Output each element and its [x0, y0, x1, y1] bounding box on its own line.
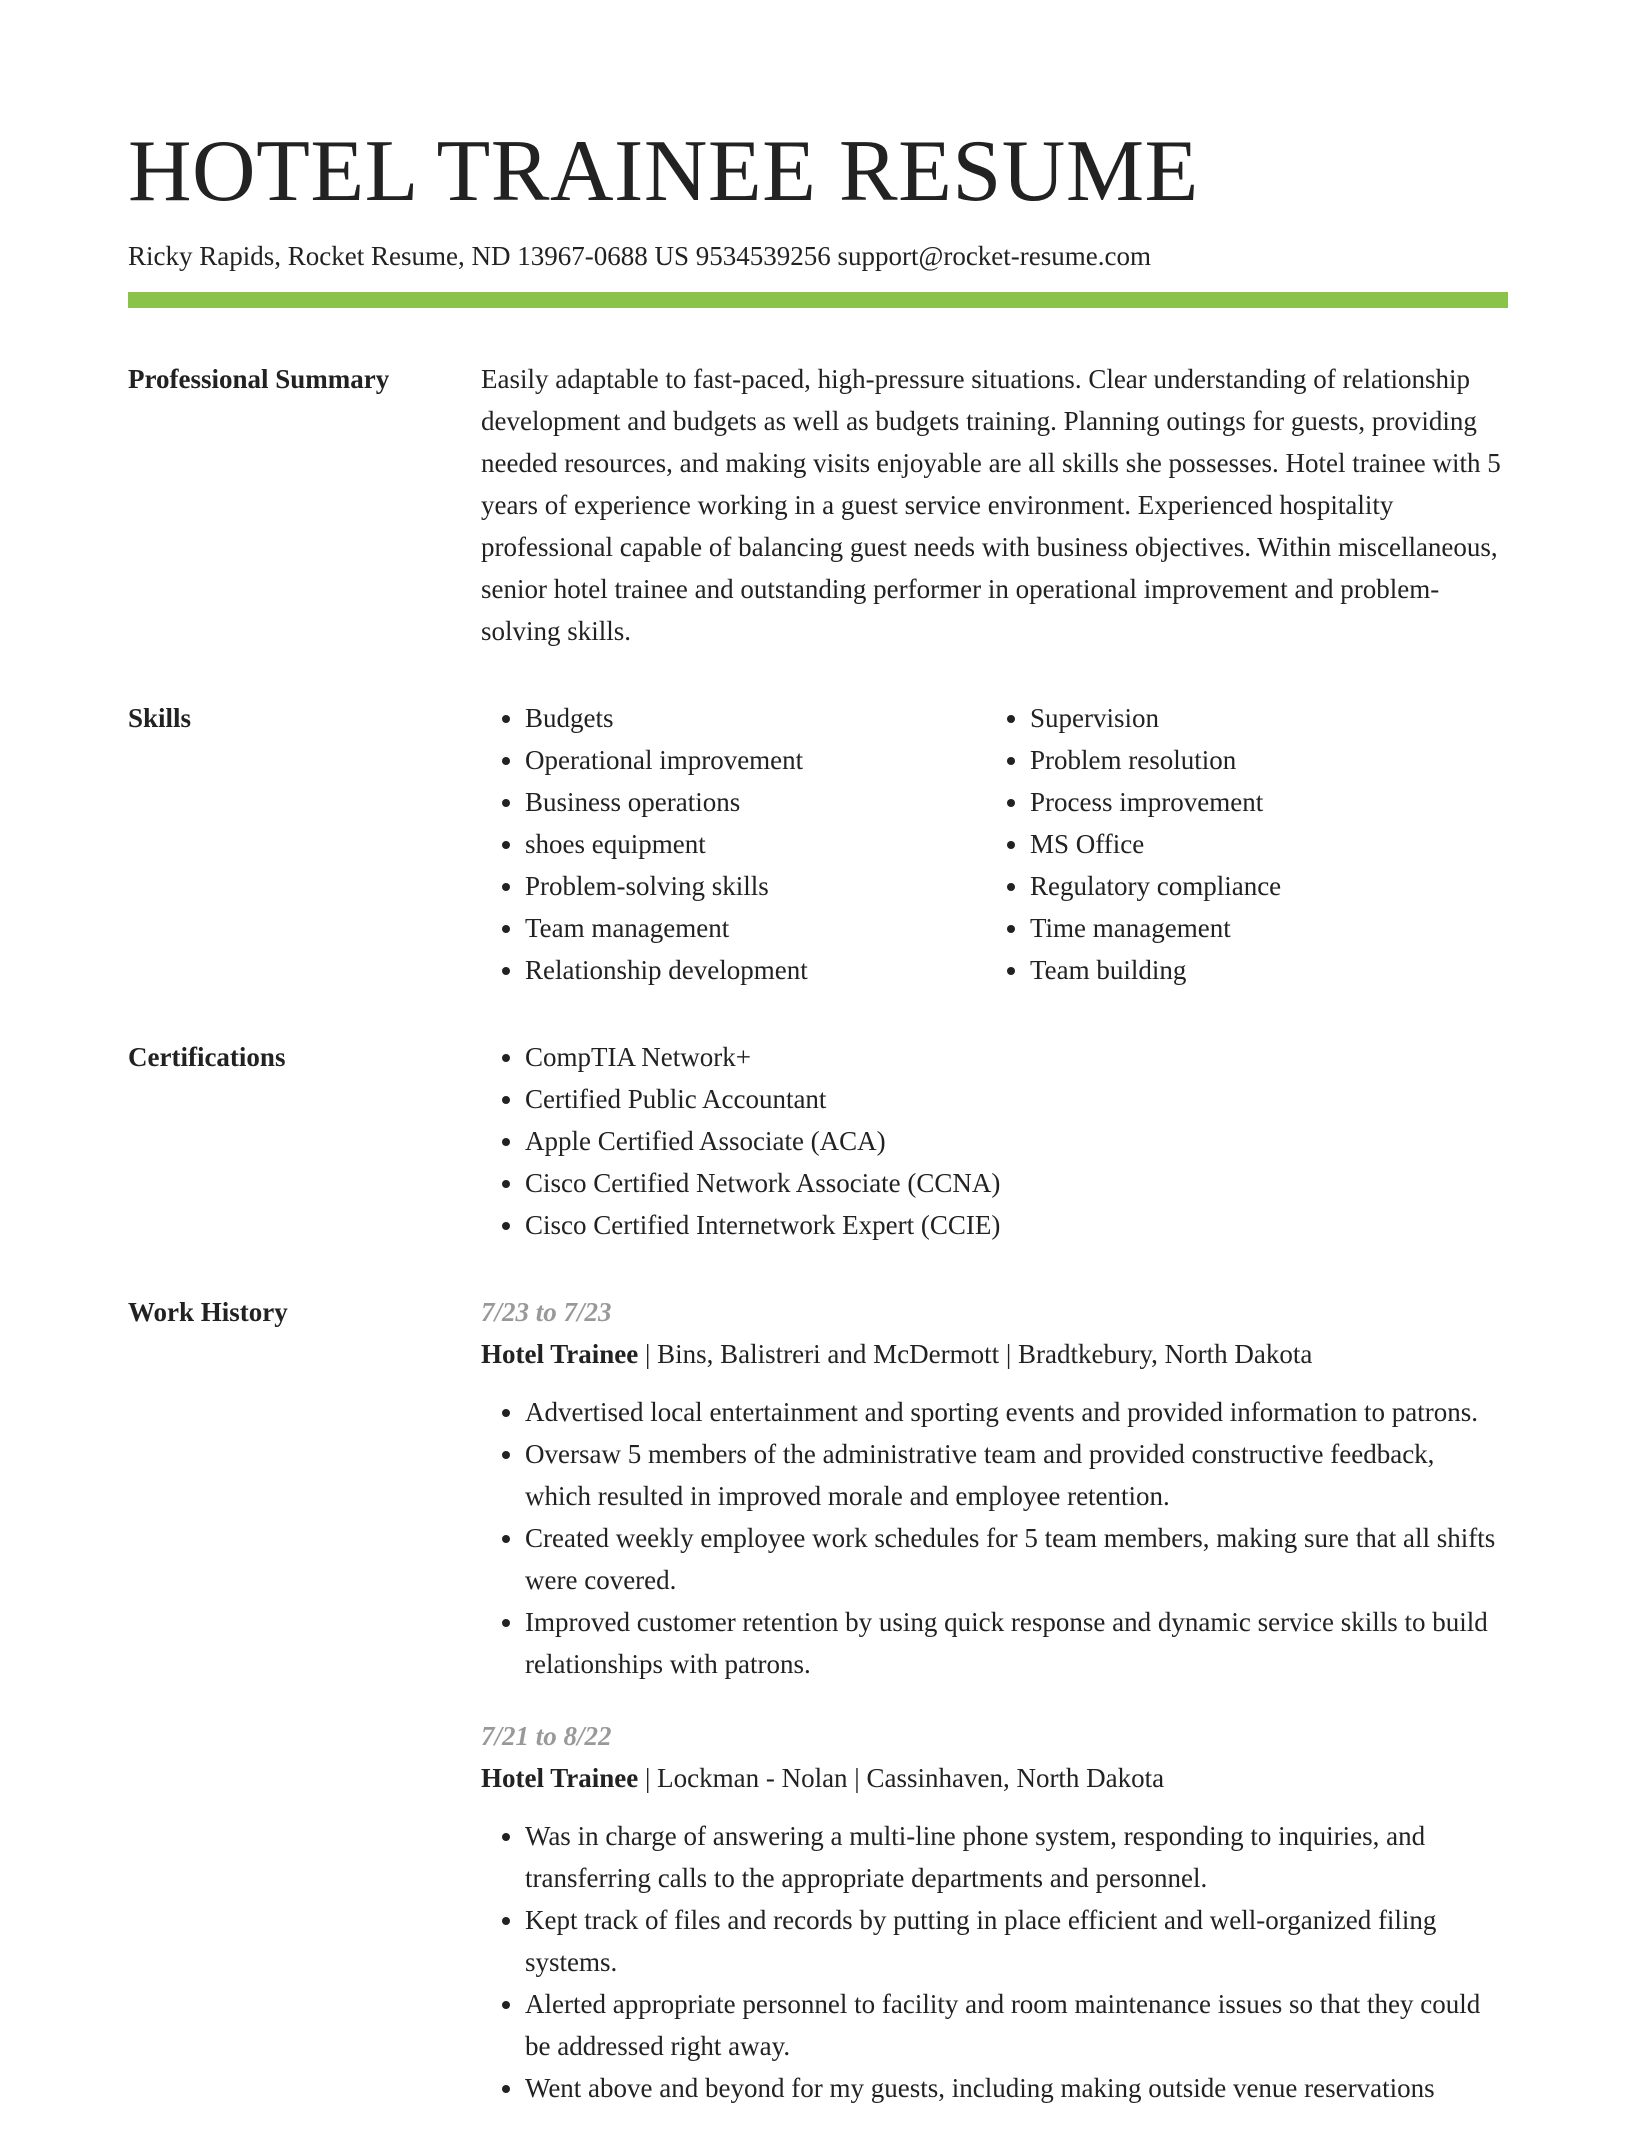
job-title: Hotel Trainee [481, 1763, 639, 1793]
certification-item: • Cisco Certified Internetwork Expert (CCIE) [525, 1204, 1508, 1246]
job-date: 7/21 to 8/22 [481, 1721, 612, 1751]
skills-list-right [986, 697, 1491, 991]
job-bullet: • Kept track of files and records by putting in place efficient and well-organized filing systems. [525, 1899, 1505, 1983]
skill-item: • Time management [1030, 907, 1491, 949]
skills-section [128, 697, 1508, 991]
skill-item: • Team building [1030, 949, 1491, 991]
work-history-section [128, 1291, 1508, 2139]
certification-item: • CompTIA Network+ [525, 1036, 1508, 1078]
job-bullet: • Oversaw 5 members of the administrative team and provided constructive feedback, which resulted in improved morale and employee retention. [525, 1433, 1505, 1517]
resume-title: HOTEL TRAINEE RESUME [128, 123, 1199, 220]
certifications-section [128, 1036, 1508, 1246]
job-heading [481, 1757, 1508, 1799]
job-bullet: • Was in charge of answering a multi-line phone system, responding to inquiries, and transferring calls to the appropriate departments and personnel. [525, 1815, 1505, 1899]
job-entry [481, 1715, 1508, 2109]
job-bullet: • Went above and beyond for my guests, including making outside venue reservations [525, 2067, 1505, 2109]
skills-column-left [481, 697, 986, 991]
skills-body [481, 697, 1508, 991]
job-bullets [481, 1815, 1508, 2109]
skill-item: • Team management [525, 907, 986, 949]
section-label-skills: Skills [128, 703, 192, 733]
skill-item: • MS Office [1030, 823, 1491, 865]
skills-column-right [986, 697, 1491, 991]
skill-item: • Supervision [1030, 697, 1491, 739]
summary-text: Easily adaptable to fast-paced, high-pressure situations. Clear understanding of relationship development and budgets as well as budgets training. Planning outings for guests, providing needed resources, and making visits enjoyable are all skills she possesses. Hotel trainee with 5 years of experience working in a guest service environment. Experienced hospitality professional capable of balancing guest needs with business objectives. Within miscellaneous, senior hotel trainee and outstanding performer in operational improvement and problem-solving skills. [481, 364, 1501, 646]
section-label-work-history: Work History [128, 1297, 288, 1327]
skill-item: • Problem-solving skills [525, 865, 986, 907]
certification-item: • Apple Certified Associate (ACA) [525, 1120, 1508, 1162]
skill-item: • Problem resolution [1030, 739, 1491, 781]
skill-item: • shoes equipment [525, 823, 986, 865]
certification-item: • Certified Public Accountant [525, 1078, 1508, 1120]
job-entry [481, 1291, 1508, 1685]
resume-page [128, 120, 1508, 2139]
contact-line: Ricky Rapids, Rocket Resume, ND 13967-0688 US 9534539256 support@rocket-resume.com [128, 241, 1151, 271]
skill-item: • Business operations [525, 781, 986, 823]
certifications-body [481, 1036, 1508, 1246]
skill-item: • Regulatory compliance [1030, 865, 1491, 907]
certification-item: • Cisco Certified Network Associate (CCNA) [525, 1162, 1508, 1204]
work-history-body [481, 1291, 1508, 2139]
certifications-list [481, 1036, 1508, 1246]
job-date: 7/23 to 7/23 [481, 1297, 612, 1327]
skills-list-left [481, 697, 986, 991]
job-bullet: • Created weekly employee work schedules for 5 team members, making sure that all shifts were covered. [525, 1517, 1505, 1601]
professional-summary-section [128, 358, 1508, 652]
summary-body [481, 358, 1511, 652]
job-title: Hotel Trainee [481, 1339, 639, 1369]
skill-item: • Budgets [525, 697, 986, 739]
job-details: | Lockman - Nolan | Cassinhaven, North Dakota [638, 1763, 1165, 1793]
job-bullet: • Alerted appropriate personnel to facility and room maintenance issues so that they could be addressed right away. [525, 1983, 1505, 2067]
skill-item: • Process improvement [1030, 781, 1491, 823]
skill-item: • Operational improvement [525, 739, 986, 781]
header-divider [128, 292, 1508, 308]
skill-item: • Relationship development [525, 949, 986, 991]
job-bullets [481, 1391, 1508, 1685]
job-bullet: • Improved customer retention by using quick response and dynamic service skills to build relationships with patrons. [525, 1601, 1505, 1685]
section-label-summary: Professional Summary [128, 364, 390, 394]
job-bullet: • Advertised local entertainment and sporting events and provided information to patrons. [525, 1391, 1505, 1433]
job-details: | Bins, Balistreri and McDermott | Bradtkebury, North Dakota [638, 1339, 1313, 1369]
job-heading [481, 1333, 1508, 1375]
section-label-certifications: Certifications [128, 1042, 286, 1072]
